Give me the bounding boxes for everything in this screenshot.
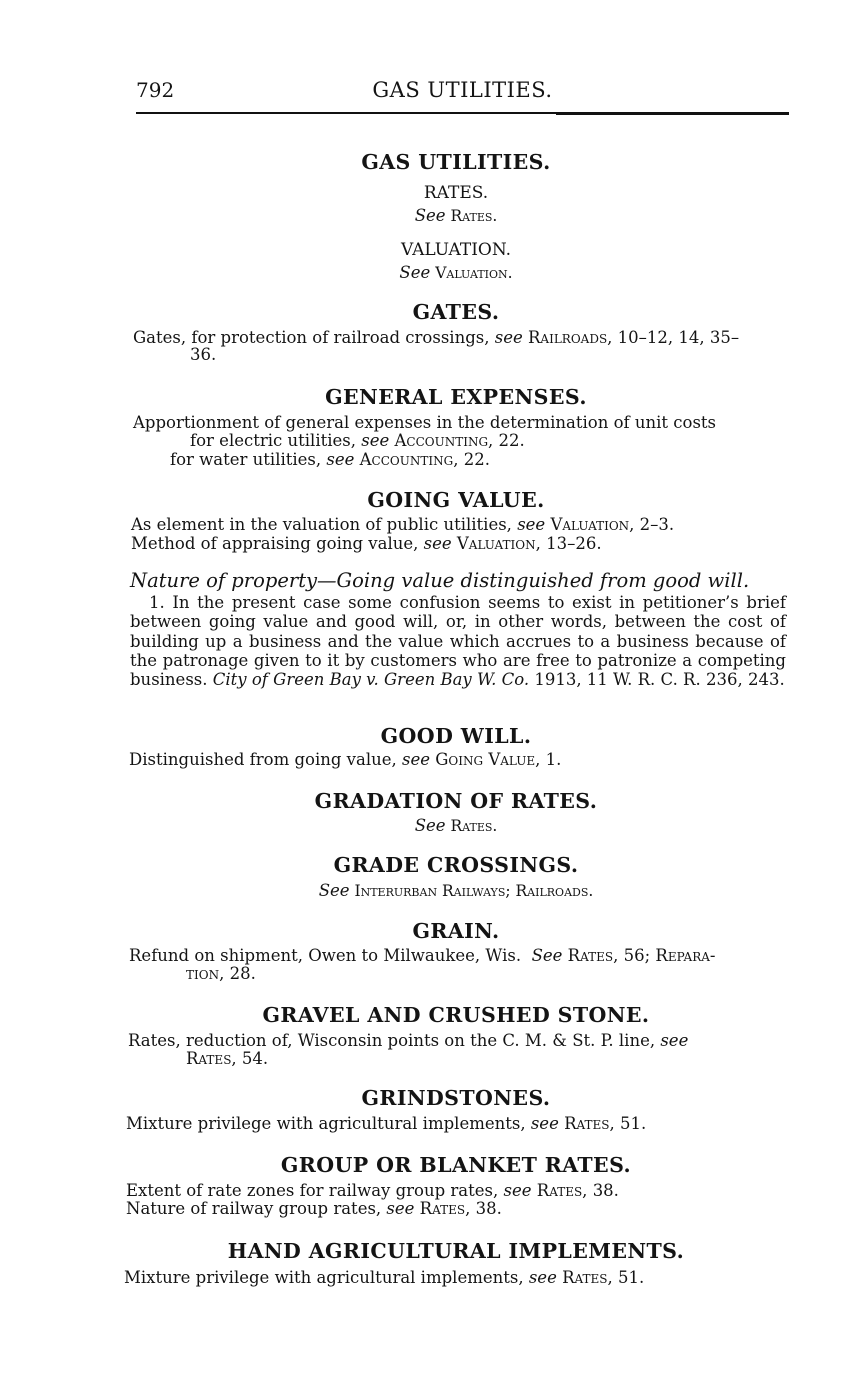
index-entry: Distinguished from going value, see Going Value, 1.: [129, 750, 562, 769]
header-rule: [136, 112, 789, 114]
see-reference: See Rates.: [414, 816, 498, 835]
heading-gradation-of-rates: GRADATION OF RATES.: [314, 789, 598, 813]
heading-hand-agricultural-implements: HAND AGRICULTURAL IMPLEMENTS.: [227, 1239, 685, 1263]
subheading-valuation: VALUATION.: [400, 240, 512, 260]
see-reference: See Valuation.: [399, 263, 513, 282]
heading-gravel-and-crushed-stone: GRAVEL AND CRUSHED STONE.: [262, 1003, 650, 1027]
index-entry: Extent of rate zones for railway group rates, see Rates, 38.: [126, 1181, 619, 1200]
see-reference: See Rates.: [414, 206, 498, 225]
index-entry-continuation: 36.: [190, 345, 217, 364]
heading-gates: GATES.: [412, 300, 500, 324]
index-entry: Gates, for protection of railroad crossings, see Railroads, 10–12, 14, 35–: [133, 328, 740, 347]
topic-subheading: Nature of property—Going value distinguished from good will.: [130, 569, 750, 592]
heading-gas-utilities: GAS UTILITIES.: [361, 150, 551, 174]
heading-grade-crossings: GRADE CROSSINGS.: [333, 853, 579, 877]
heading-good-will: GOOD WILL.: [380, 724, 532, 748]
subheading-rates: RATES.: [423, 183, 489, 203]
heading-group-or-blanket-rates: GROUP OR BLANKET RATES.: [280, 1153, 632, 1177]
index-entry: Refund on shipment, Owen to Milwaukee, Wis. See Rates, 56; Repara-: [129, 946, 716, 965]
running-head: [136, 78, 789, 108]
index-entry: Nature of railway group rates, see Rates, 38.: [126, 1199, 502, 1218]
index-entry: Method of appraising going value, see Valuation, 13–26.: [131, 534, 602, 553]
heading-going-value: GOING VALUE.: [367, 488, 545, 512]
index-entry: Rates, reduction of, Wisconsin points on the C. M. & St. P. line, see: [128, 1031, 689, 1050]
index-entry: Mixture privilege with agricultural implements, see Rates, 51.: [126, 1114, 647, 1133]
heading-grain: GRAIN.: [412, 919, 500, 943]
running-title: GAS UTILITIES.: [372, 78, 553, 102]
index-entry-continuation: for electric utilities, see Accounting, 22.: [190, 431, 525, 450]
index-entry: Mixture privilege with agricultural implements, see Rates, 51.: [124, 1268, 645, 1287]
heading-general-expenses: GENERAL EXPENSES.: [325, 385, 587, 409]
index-entry: Apportionment of general expenses in the determination of unit costs: [133, 413, 717, 432]
heading-grindstones: GRINDSTONES.: [361, 1086, 551, 1110]
index-entry: As element in the valuation of public utilities, see Valuation, 2–3.: [131, 515, 675, 534]
index-entry-continuation: tion, 28.: [186, 964, 256, 983]
see-reference: See Interurban Railways; Railroads.: [318, 881, 594, 900]
index-entry-continuation: Rates, 54.: [186, 1049, 269, 1068]
digest-paragraph: 1. In the present case some confusion seems to exist in petitioner’s brief between going value and good will, or, in other words, between the cost of building up a business and the value which accrues to a business because of the patronage given to it by customers who are free to patronize a competing business. City of Green Bay v. Green Bay W. Co. 1913, 11 W. R. C. R. 236, 243.: [130, 593, 786, 690]
page-number: 792: [136, 78, 175, 102]
index-entry-continuation: for water utilities, see Accounting, 22.: [170, 450, 490, 469]
